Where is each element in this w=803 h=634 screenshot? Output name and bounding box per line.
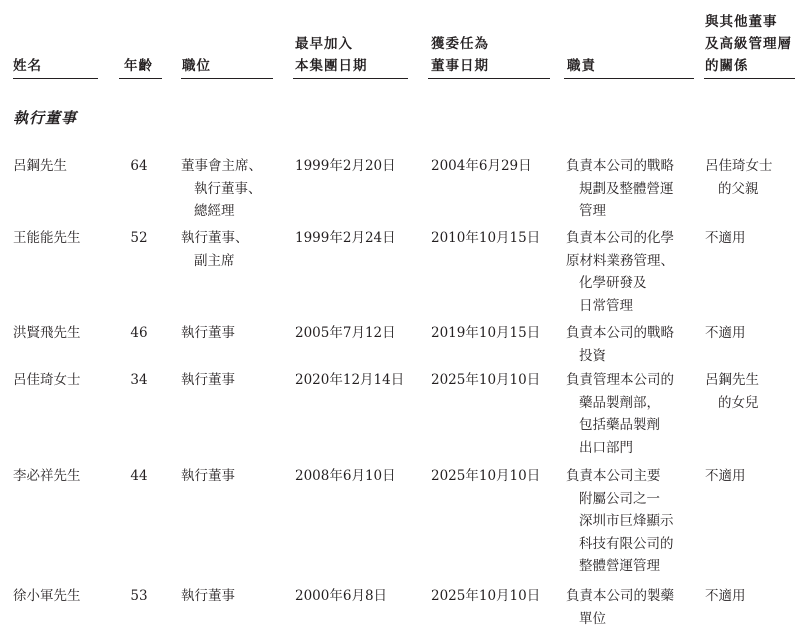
rule-duties: [564, 78, 694, 79]
header-relationship-line2: 及高級管理層: [705, 36, 792, 52]
cell-relationship: [705, 465, 746, 488]
cell-position-line: 總經理: [194, 203, 235, 219]
cell-position: [181, 585, 235, 608]
cell-duties-line: 負責本公司的戰略: [566, 158, 674, 174]
cell-age: 52: [130, 230, 148, 246]
cell-position-line: 執行董事: [181, 325, 235, 341]
cell-relationship-line: 不適用: [705, 588, 746, 604]
header-position: 職位: [182, 58, 211, 74]
cell-duties-line: 整體營運管理: [579, 558, 660, 574]
cell-relationship-line: 不適用: [705, 468, 746, 484]
cell-relationship-line: 的女兒: [718, 394, 759, 411]
cell-duties-line: 單位: [579, 610, 606, 627]
cell-age: 46: [130, 325, 148, 341]
cell-name: 徐小軍先生: [13, 588, 81, 604]
cell-age: 34: [130, 372, 148, 388]
rule-age: [119, 78, 162, 79]
cell-join-date: 2008年6月10日: [295, 468, 396, 484]
cell-appoint-date: 2025年10月10日: [431, 588, 541, 604]
rule-relationship: [704, 78, 795, 79]
cell-age: 44: [130, 468, 148, 484]
cell-duties-line: 負責本公司主要: [566, 468, 661, 484]
cell-name: 呂鋼先生: [13, 158, 67, 174]
cell-position-line: 執行董事: [181, 468, 235, 484]
cell-duties-line: 日常管理: [579, 297, 633, 314]
cell-join-date: 1999年2月20日: [295, 158, 396, 174]
cell-duties-line: 負責本公司的戰略: [566, 325, 674, 341]
cell-duties: [566, 369, 674, 459]
cell-duties: [566, 227, 674, 317]
cell-relationship: [705, 155, 773, 200]
cell-duties-line: 管理: [579, 203, 606, 219]
cell-relationship: [705, 322, 746, 345]
header-join-date: [295, 33, 368, 77]
cell-relationship: [705, 227, 746, 250]
cell-duties-line: 包括藥品製劑: [579, 417, 660, 433]
cell-relationship: [705, 369, 759, 414]
rule-position: [181, 78, 273, 79]
rule-name: [13, 78, 98, 79]
cell-duties-line: 科技有限公司的: [579, 535, 674, 552]
cell-duties: [566, 155, 674, 223]
cell-relationship-line: 呂佳琦女士: [705, 158, 773, 174]
cell-name: 李必祥先生: [13, 468, 81, 484]
cell-position-line: 執行董事、: [181, 230, 249, 246]
cell-position: [181, 465, 235, 488]
cell-appoint-date: 2019年10月15日: [431, 325, 541, 341]
header-duties: 職責: [567, 58, 596, 74]
header-appoint-date-line1: 獲委任為: [431, 36, 489, 52]
cell-relationship-line: 的父親: [718, 180, 759, 197]
cell-duties-line: 原材料業務管理、: [566, 252, 674, 269]
cell-appoint-date: 2025年10月10日: [431, 372, 541, 388]
cell-duties-line: 藥品製劑部，: [579, 394, 660, 411]
cell-age: 64: [130, 158, 148, 174]
header-name: 姓名: [13, 58, 42, 74]
cell-position: [181, 227, 249, 272]
cell-duties: [566, 322, 674, 367]
cell-duties-line: 深圳市巨烽顯示: [579, 513, 674, 529]
cell-duties-line: 出口部門: [579, 439, 633, 456]
cell-relationship-line: 呂鋼先生: [705, 372, 759, 388]
cell-appoint-date: 2010年10月15日: [431, 230, 541, 246]
cell-duties-line: 化學研發及: [579, 275, 647, 291]
cell-position: [181, 369, 235, 392]
cell-name: 洪賢飛先生: [13, 325, 81, 341]
cell-position-line: 副主席: [194, 252, 235, 269]
header-age: 年齡: [124, 58, 153, 74]
cell-appoint-date: 2025年10月10日: [431, 468, 541, 484]
cell-join-date: 2020年12月14日: [295, 372, 405, 388]
rule-appoint-date: [428, 78, 550, 79]
header-appoint-date: [431, 33, 489, 77]
cell-relationship: [705, 585, 746, 608]
header-join-date-line2: 本集團日期: [295, 58, 368, 74]
cell-duties-line: 負責本公司的製藥: [566, 588, 674, 604]
cell-position: [181, 322, 235, 345]
cell-join-date: 1999年2月24日: [295, 230, 396, 246]
cell-age: 53: [130, 588, 148, 604]
header-relationship-line1: 與其他董事: [705, 14, 778, 30]
cell-name: 王能能先生: [13, 230, 81, 246]
rule-join-date: [293, 78, 408, 79]
cell-relationship-line: 不適用: [705, 325, 746, 341]
cell-duties-line: 負責本公司的化學: [566, 230, 674, 246]
cell-duties-line: 規劃及整體營運: [579, 180, 674, 197]
cell-position: [181, 155, 262, 223]
cell-relationship-line: 不適用: [705, 230, 746, 246]
cell-position-line: 董事會主席、: [181, 158, 262, 174]
cell-position-line: 執行董事: [181, 372, 235, 388]
cell-duties: [566, 585, 674, 630]
cell-position-line: 執行董事、: [194, 180, 262, 197]
cell-position-line: 執行董事: [181, 588, 235, 604]
header-join-date-line1: 最早加入: [295, 36, 353, 52]
section-title: 執行董事: [13, 109, 78, 127]
cell-duties-line: 負責管理本公司的: [566, 372, 674, 388]
header-appoint-date-line2: 董事日期: [431, 58, 489, 74]
header-relationship: [705, 11, 792, 77]
cell-duties-line: 投資: [579, 347, 606, 364]
cell-join-date: 2000年6月8日: [295, 588, 388, 604]
cell-duties-line: 附屬公司之一: [579, 490, 660, 507]
header-relationship-line3: 的關係: [705, 58, 749, 74]
cell-join-date: 2005年7月12日: [295, 325, 396, 341]
cell-appoint-date: 2004年6月29日: [431, 158, 532, 174]
cell-duties: [566, 465, 674, 578]
cell-name: 呂佳琦女士: [13, 372, 81, 388]
